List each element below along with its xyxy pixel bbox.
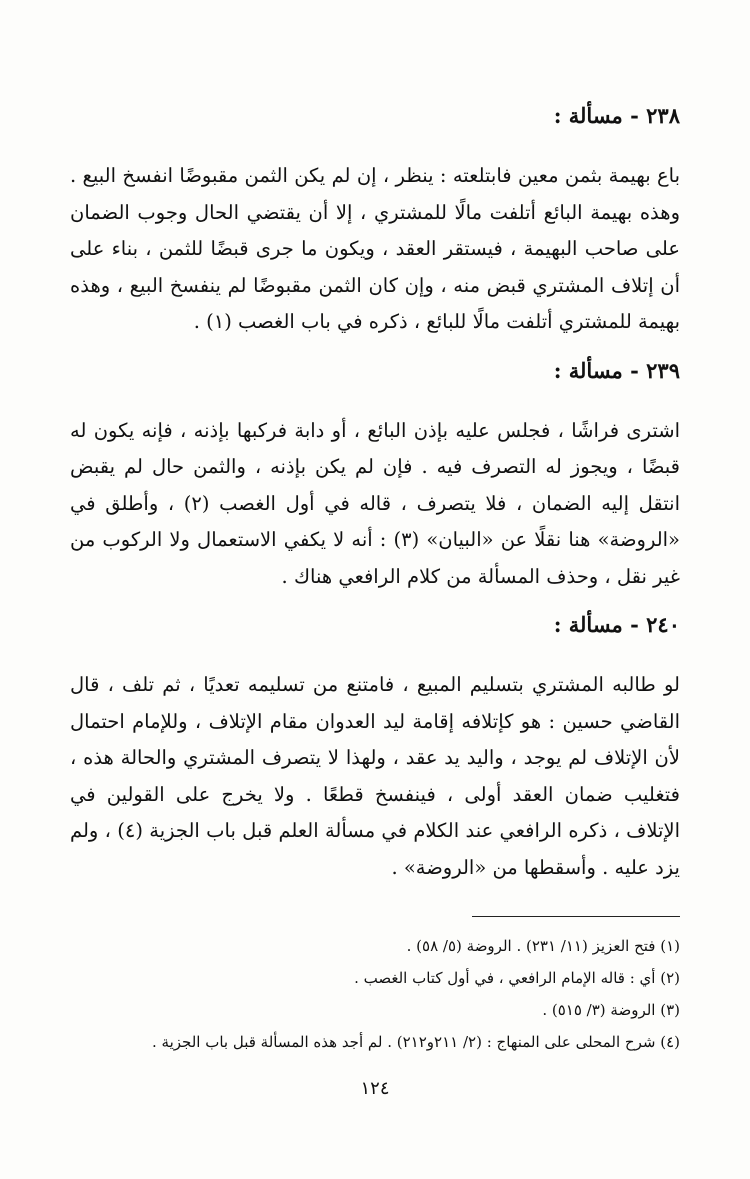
page-number: ١٢٤	[360, 1078, 390, 1099]
section-heading: ٢٣٨ - مسألة :	[553, 103, 680, 128]
footnote-2: (٢) أي : قاله الإمام الرافعي ، في أول كتاب الغصب .	[354, 969, 680, 987]
section-paragraph: باع بهيمة بثمن معين فابتلعته : ينظر ، إن لم يكن الثمن مقبوضًا انفسخ البيع . وهذه بهيمة البائع أتلفت مالًا للمشتري ، إلا أن يقتضي الحال وجوب الضمان على صاحب البهيمة ، فيستقر العقد ، ويكون ما جرى قبضًا للثمن ، بناء على أن إتلاف المشتري قبض منه ، وإن كان الثمن مقبوضًا لم ينفسخ البيع ، وهذه بهيمة للمشتري أتلفت مالًا للبائع ، ذكره في باب الغصب (١) .	[70, 164, 680, 333]
footnote-divider	[472, 916, 680, 917]
section-paragraph: لو طالبه المشتري بتسليم المبيع ، فامتنع من تسليمه تعديًا ، ثم تلف ، قال القاضي حسين : هو كإتلافه إقامة ليد العدوان مقام الإتلاف ، وللإمام احتمال لأن الإتلاف لم يوجد ، واليد يد عقد ، ولهذا لا يتصرف المشتري والحالة هذه ، فتغليب ضمان العقد أولى ، فينفسخ قطعًا . ولا يخرج على القولين في الإتلاف ، ذكره الرافعي عند الكلام في مسألة العلم قبل باب الجزية (٤) ، ولم يزد عليه . وأسقطها من «الروضة» .	[70, 673, 680, 879]
section-heading: ٢٣٩ - مسألة :	[553, 357, 680, 383]
footnote-1: (١) فتح العزيز (١١/ ٢٣١) . الروضة (٥/ ٥٨) .	[406, 937, 680, 955]
section-paragraph: اشترى فراشًا ، فجلس عليه بإذن البائع ، أو دابة فركبها بإذنه ، فإنه يكون له قبضًا ، ويجوز له التصرف فيه . فإن لم يكن بإذنه ، والثمن حال لم يقبض انتقل إليه الضمان ، فلا يتصرف ، قاله في أول الغصب (٢) ، وأطلق في «الروضة» هنا نقلًا عن «البيان» (٣) : أنه لا يكفي الاستعمال ولا الركوب من غير نقل ، وحذف المسألة من كلام الرافعي هناك .	[70, 418, 680, 588]
footnotes	[70, 930, 680, 1058]
section-heading: ٢٤٠ - مسألة :	[553, 612, 680, 637]
section-239	[70, 355, 680, 596]
main-text	[70, 100, 680, 900]
section-240	[70, 609, 680, 886]
section-238	[70, 100, 680, 341]
footnote-4: (٤) شرح المحلى على المنهاج : (٢/ ٢١١و٢١٢) . لم أجد هذه المسألة قبل باب الجزية .	[151, 1033, 680, 1051]
footnote-3: (٣) الروضة (٣/ ٥١٥) .	[542, 1001, 680, 1019]
